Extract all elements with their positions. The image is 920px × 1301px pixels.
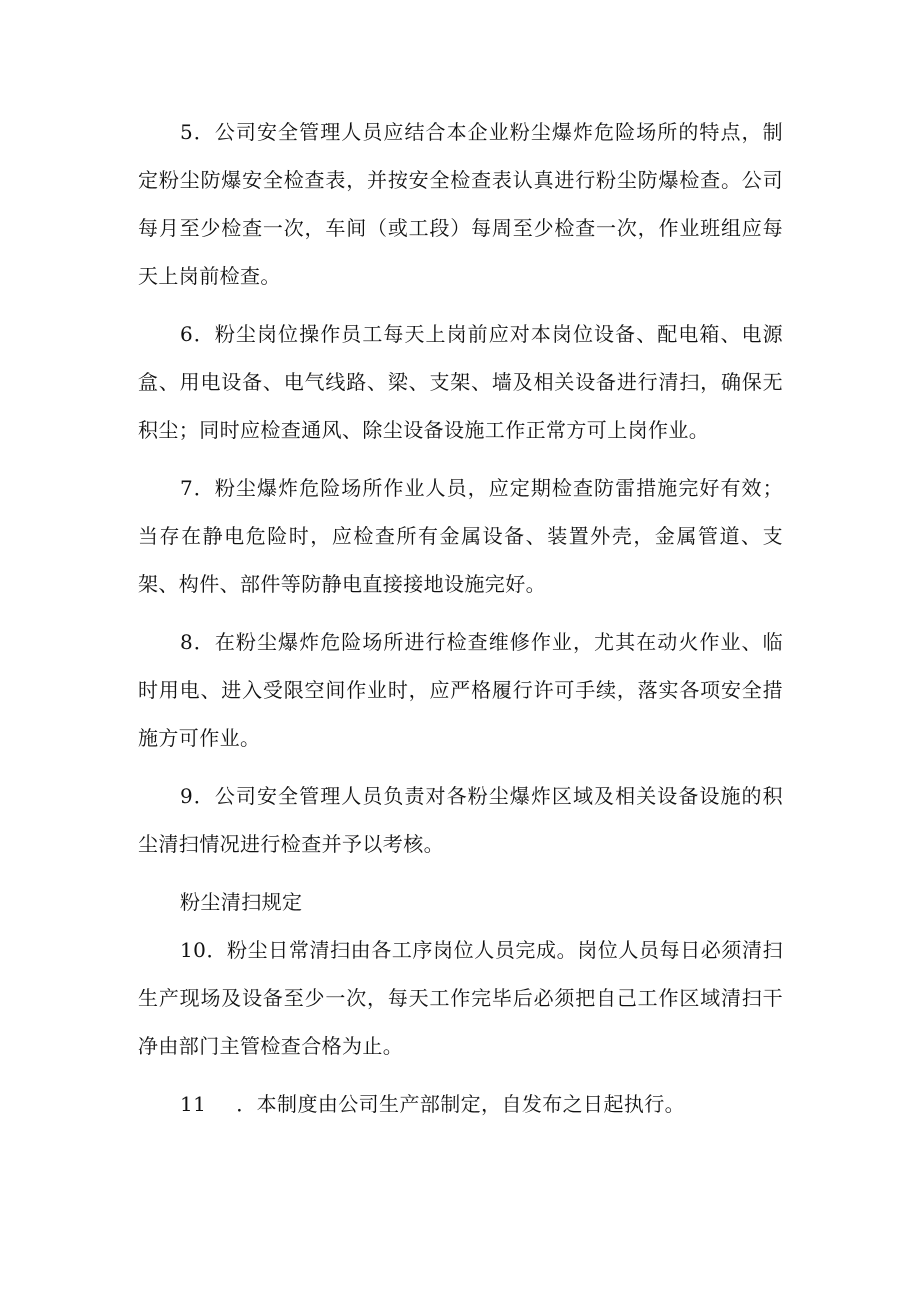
paragraph-item-10 <box>138 926 783 1070</box>
paragraph-number: 8 <box>180 630 194 654</box>
paragraph-number: 10 <box>180 938 207 962</box>
paragraph-item-9 <box>138 772 783 868</box>
paragraph-item-7 <box>138 464 783 608</box>
paragraph-item-6 <box>138 310 783 454</box>
paragraph-number: 9 <box>180 784 194 808</box>
paragraph-text: ．公司安全管理人员应结合本企业粉尘爆炸危险场所的特点，制定粉尘防爆安全检查表，并按安全检查表认真进行粉尘防爆检查。公司每月至少检查一次，车间（或工段）每周至少检查一次，作业班组应每天上岗前检查。 <box>138 120 783 288</box>
paragraph-text: ．粉尘岗位操作员工每天上岗前应对本岗位设备、配电箱、电源盒、用电设备、电气线路、梁、支架、墙及相关设备进行清扫，确保无积尘；同时应检查通风、除尘设备设施工作正常方可上岗作业。 <box>138 322 783 442</box>
paragraph-number: 6 <box>180 322 194 346</box>
section-heading <box>138 878 783 926</box>
document-body <box>138 108 783 1138</box>
paragraph-number: 11 <box>180 1092 207 1116</box>
paragraph-item-5 <box>138 108 783 300</box>
paragraph-text: ．粉尘日常清扫由各工序岗位人员完成。岗位人员每日必须清扫生产现场及设备至少一次，每天工作完毕后必须把自己工作区域清扫干净由部门主管检查合格为止。 <box>138 938 783 1058</box>
paragraph-text: ．本制度由公司生产部制定，自发布之日起执行。 <box>236 1092 686 1116</box>
paragraph-text: ．在粉尘爆炸危险场所进行检查维修作业，尤其在动火作业、临时用电、进入受限空间作业时，应严格履行许可手续，落实各项安全措施方可作业。 <box>138 630 783 750</box>
paragraph-number: 7 <box>180 476 194 500</box>
paragraph-number: 5 <box>180 120 194 144</box>
paragraph-text: ．公司安全管理人员负责对各粉尘爆炸区域及相关设备设施的积尘清扫情况进行检查并予以考核。 <box>138 784 783 856</box>
paragraph-item-8 <box>138 618 783 762</box>
paragraph-item-11 <box>138 1080 783 1128</box>
paragraph-text: ．粉尘爆炸危险场所作业人员，应定期检查防雷措施完好有效；当存在静电危险时，应检查所有金属设备、装置外壳，金属管道、支架、构件、部件等防静电直接接地设施完好。 <box>138 476 783 596</box>
section-heading-text: 粉尘清扫规定 <box>180 890 303 914</box>
